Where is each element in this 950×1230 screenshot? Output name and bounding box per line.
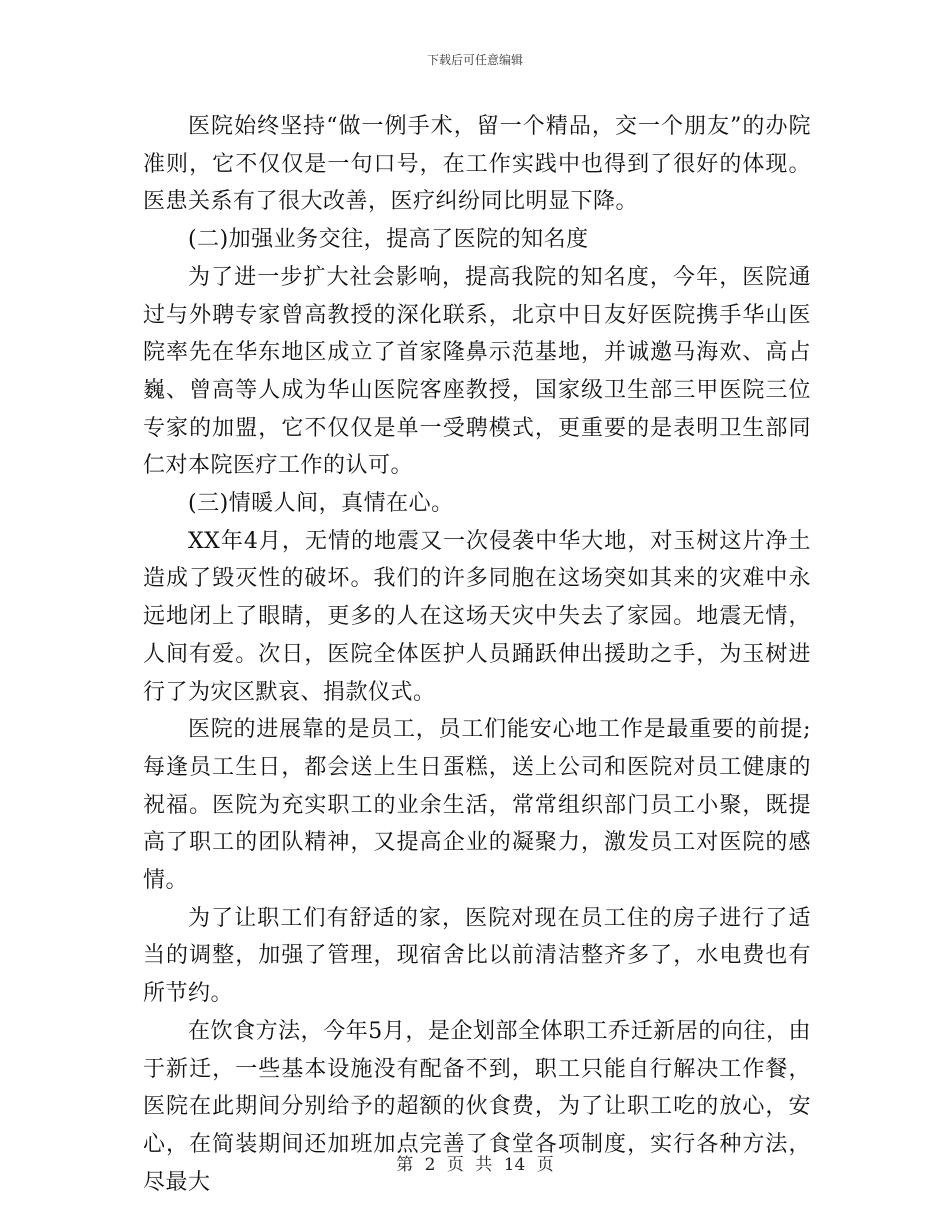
paragraph-dormitory: 为了让职工们有舒适的家，医院对现在员工住的房子进行了适当的调整，加强了管理，现宿舍比以前清洁整齐多了，水电费也有所节约。 <box>143 905 811 1007</box>
paragraph-hospital-principle: 医院始终坚持“做一例手术，留一个精品，交一个朋友”的办院准则，它不仅仅是一句口号，在工作实践中也得到了很好的体现。医患关系有了很大改善，医疗纠纷同比明显下降。 <box>143 114 811 215</box>
section-heading-business-exchange: (二)加强业务交往，提高了医院的知名度 <box>188 227 589 253</box>
paragraph-earthquake-relief: XX年4月，无情的地震又一次侵袭中华大地，对玉树这片净土造成了毁灭性的破坏。我们的许多同胞在这场突如其来的灾难中永远地闭上了眼睛，更多的人在这场天灾中失去了家园。地震无情，人间有爱。次日，医院全体医护人员踊跃伸出援助之手，为玉树进行了为灾区默哀、捐款仪式。 <box>143 528 811 705</box>
page-number-footer: 第 2 页 共 14 页 <box>396 1155 554 1175</box>
paragraph-catering: 在饮食方法，今年5月，是企划部全体职工乔迁新居的向往，由于新迁，一些基本设施没有配备不到，职工只能自行解决工作餐，医院在此期间分别给予的超额的伙食费，为了让职工吃的放心，安心，在简装期间还加班加点完善了食堂各项制度，实行各种方法，尽最大 <box>143 1018 811 1195</box>
paragraph-expert-cooperation: 为了进一步扩大社会影响，提高我院的知名度，今年，医院通过与外聘专家曾高教授的深化联系，北京中日友好医院携手华山医院率先在华东地区成立了首家隆鼻示范基地，并诚邀马海欢、高占巍、曾高等人成为华山医院客座教授，国家级卫生部三甲医院三位专家的加盟，它不仅仅是单一受聘模式，更重要的是表明卫生部同仁对本院医疗工作的认可。 <box>143 264 811 479</box>
section-heading-warmth: (三)情暖人间，真情在心。 <box>188 491 454 517</box>
paragraph-employee-care: 医院的进展靠的是员工，员工们能安心地工作是最重要的前提;每逢员工生日，都会送上生日蛋糕，送上公司和医院对员工健康的祝福。医院为充实职工的业余生活，常常组织部门员工小聚，既提高了职工的团队精神，又提高企业的凝聚力，激发员工对医院的感情。 <box>143 717 811 894</box>
document-body <box>143 108 811 1201</box>
page-header: 下载后可任意编辑 <box>426 53 523 67</box>
